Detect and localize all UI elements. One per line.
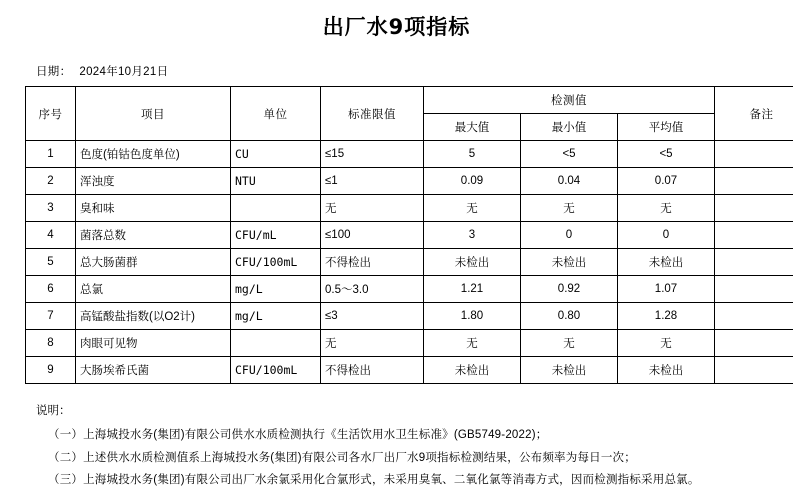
cell-min: 未检出: [521, 249, 618, 276]
cell-max: 5: [424, 141, 521, 168]
header-unit: 单位: [231, 87, 321, 141]
cell-limit: ≤100: [321, 222, 424, 249]
table-header-row-1: [26, 87, 793, 114]
cell-avg: <5: [618, 141, 715, 168]
cell-unit: CU: [231, 141, 321, 168]
cell-max: 无: [424, 195, 521, 222]
header-min: 最小值: [521, 114, 618, 141]
water-quality-table: [25, 86, 793, 384]
note-item-1: （一）上海城投水务(集团)有限公司供水水质检测执行《生活饮用水卫生标准》(GB5749-2022)；: [48, 424, 793, 446]
cell-min: 0: [521, 222, 618, 249]
cell-limit: ≤15: [321, 141, 424, 168]
cell-avg: 未检出: [618, 249, 715, 276]
cell-avg: 无: [618, 330, 715, 357]
notes-title: 说明：: [36, 400, 793, 422]
header-limit: 标准限值: [321, 87, 424, 141]
cell-min: 无: [521, 330, 618, 357]
cell-max: 1.80: [424, 303, 521, 330]
cell-max: 0.09: [424, 168, 521, 195]
cell-seq: 2: [26, 168, 76, 195]
header-seq: 序号: [26, 87, 76, 141]
header-remark: 备注: [715, 87, 793, 141]
cell-max: 未检出: [424, 357, 521, 384]
cell-avg: 0: [618, 222, 715, 249]
cell-unit: [231, 330, 321, 357]
cell-unit: [231, 195, 321, 222]
cell-min: 0.04: [521, 168, 618, 195]
table-row: [26, 195, 793, 222]
cell-item: 菌落总数: [76, 222, 231, 249]
cell-min: 无: [521, 195, 618, 222]
table-row: [26, 330, 793, 357]
header-avg: 平均值: [618, 114, 715, 141]
table-row: [26, 222, 793, 249]
cell-avg: 未检出: [618, 357, 715, 384]
cell-avg: 1.28: [618, 303, 715, 330]
cell-limit: 不得检出: [321, 249, 424, 276]
cell-unit: mg/L: [231, 303, 321, 330]
table-body: [26, 141, 793, 384]
cell-remark: [715, 357, 793, 384]
cell-item: 大肠埃希氏菌: [76, 357, 231, 384]
cell-seq: 8: [26, 330, 76, 357]
cell-min: <5: [521, 141, 618, 168]
table-row: [26, 141, 793, 168]
cell-limit: 0.5～3.0: [321, 276, 424, 303]
cell-remark: [715, 168, 793, 195]
cell-item: 高锰酸盐指数(以O2计): [76, 303, 231, 330]
cell-min: 0.92: [521, 276, 618, 303]
notes-section: [36, 400, 793, 492]
cell-remark: [715, 276, 793, 303]
table-row: [26, 168, 793, 195]
cell-avg: 0.07: [618, 168, 715, 195]
cell-min: 0.80: [521, 303, 618, 330]
header-measured-group: 检测值: [424, 87, 715, 114]
cell-limit: 无: [321, 330, 424, 357]
cell-seq: 3: [26, 195, 76, 222]
cell-limit: 不得检出: [321, 357, 424, 384]
cell-unit: mg/L: [231, 276, 321, 303]
note-item-2: （二）上述供水水质检测值系上海城投水务(集团)有限公司各水厂出厂水9项指标检测结果，公布频率为每日一次；: [48, 447, 793, 469]
cell-remark: [715, 222, 793, 249]
table-head: [26, 87, 793, 141]
table-row: [26, 357, 793, 384]
cell-item: 色度(铂钴色度单位): [76, 141, 231, 168]
cell-unit: NTU: [231, 168, 321, 195]
date-value: 2024年10月21日: [79, 63, 168, 79]
header-item: 项目: [76, 87, 231, 141]
cell-avg: 无: [618, 195, 715, 222]
cell-max: 无: [424, 330, 521, 357]
cell-item: 肉眼可见物: [76, 330, 231, 357]
cell-limit: ≤3: [321, 303, 424, 330]
cell-seq: 6: [26, 276, 76, 303]
table-row: [26, 276, 793, 303]
cell-unit: CFU/100mL: [231, 357, 321, 384]
cell-item: 浑浊度: [76, 168, 231, 195]
cell-min: 未检出: [521, 357, 618, 384]
cell-max: 未检出: [424, 249, 521, 276]
table-row: [26, 249, 793, 276]
cell-item: 总大肠菌群: [76, 249, 231, 276]
cell-seq: 7: [26, 303, 76, 330]
date-label: 日期：: [36, 63, 71, 79]
cell-limit: 无: [321, 195, 424, 222]
cell-item: 总氯: [76, 276, 231, 303]
note-item-3: （三）上海城投水务(集团)有限公司出厂水余氯采用化合氯形式，未采用臭氧、二氧化氯等消毒方式，因而检测指标采用总氯。: [48, 469, 793, 491]
cell-unit: CFU/100mL: [231, 249, 321, 276]
header-max: 最大值: [424, 114, 521, 141]
cell-max: 3: [424, 222, 521, 249]
date-line: [36, 63, 793, 79]
cell-remark: [715, 141, 793, 168]
cell-limit: ≤1: [321, 168, 424, 195]
page-title: 出厂水9项指标: [0, 11, 793, 41]
cell-max: 1.21: [424, 276, 521, 303]
cell-item: 臭和味: [76, 195, 231, 222]
cell-remark: [715, 249, 793, 276]
cell-remark: [715, 195, 793, 222]
cell-remark: [715, 303, 793, 330]
cell-unit: CFU/mL: [231, 222, 321, 249]
cell-seq: 9: [26, 357, 76, 384]
cell-remark: [715, 330, 793, 357]
cell-seq: 1: [26, 141, 76, 168]
document-page: [0, 11, 793, 497]
cell-seq: 5: [26, 249, 76, 276]
table-row: [26, 303, 793, 330]
cell-seq: 4: [26, 222, 76, 249]
cell-avg: 1.07: [618, 276, 715, 303]
